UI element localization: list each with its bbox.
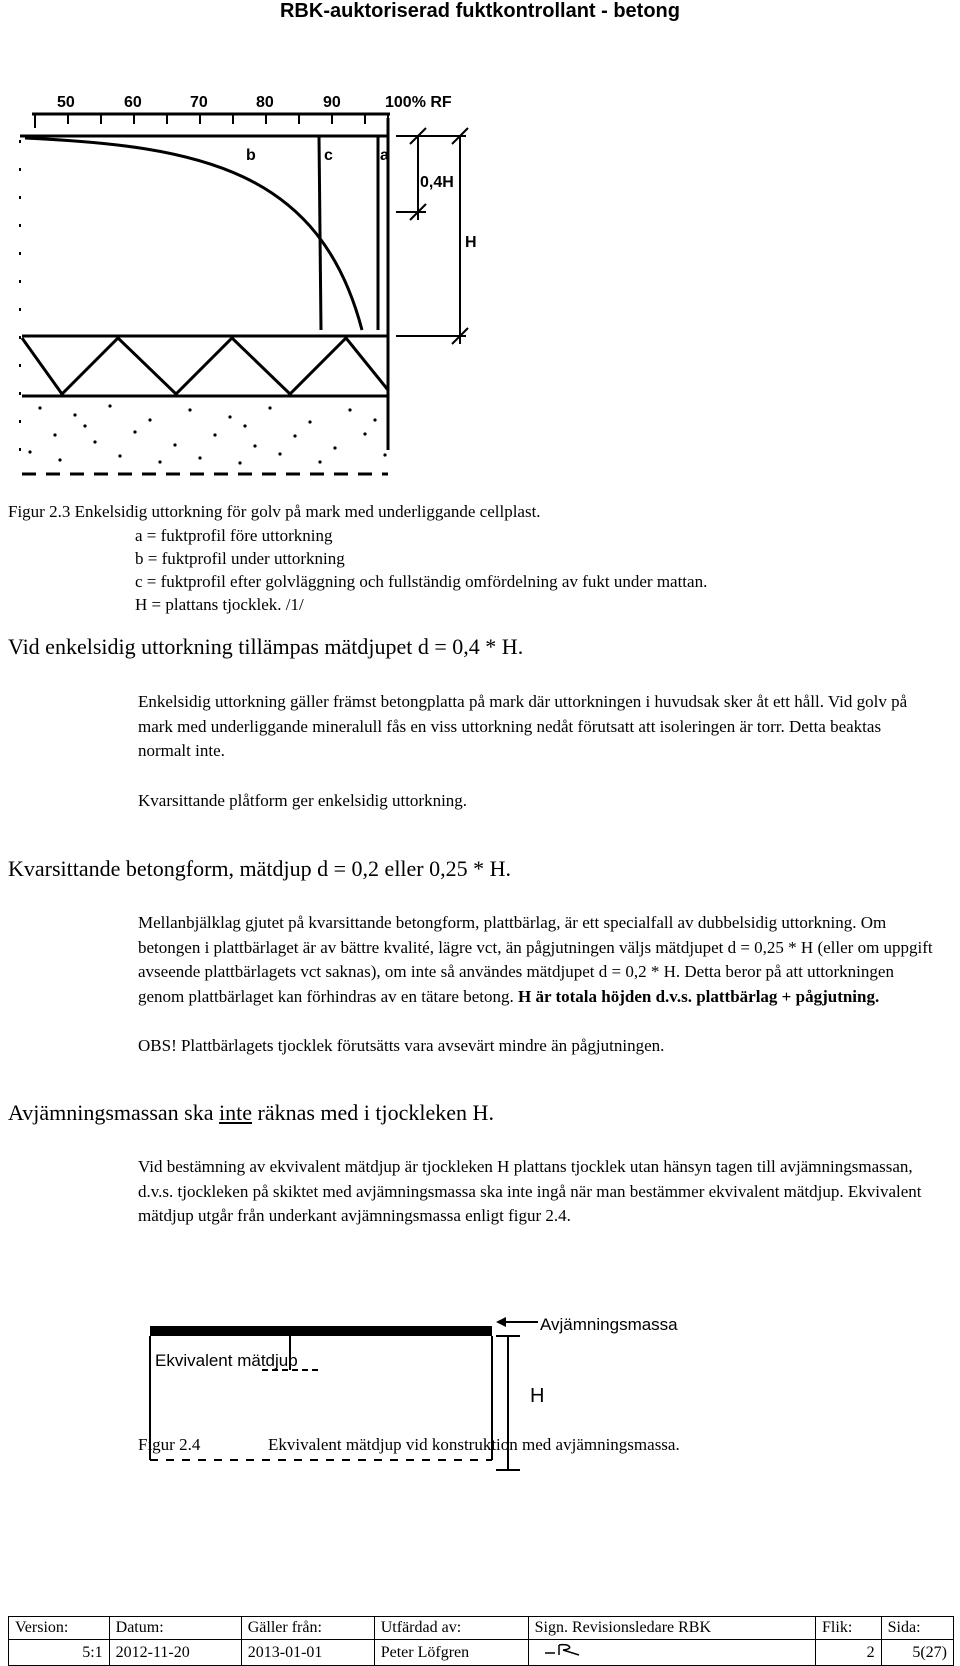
footer-value-datum: 2012-11-20: [109, 1640, 241, 1666]
moisture-profile-c: [319, 136, 321, 330]
footer-value-utfardad-av: Peter Löfgren: [374, 1640, 528, 1666]
label-h-fig24: H: [530, 1385, 545, 1407]
label-b: b: [246, 147, 256, 164]
footer-value-galler-fran: 2013-01-01: [241, 1640, 374, 1666]
leveling-layer: [150, 1326, 492, 1336]
section-text-enkelsidig: Enkelsidig uttorkning gäller främst betongplatta på mark där uttorkningen i huvudsak sker åt ett håll. Vid golv på mark med underliggande mineralull fås en viss uttorkning nedåt förutsatt att isoleringen är torr. Detta beaktas normalt inte.: [138, 692, 908, 760]
scale-ticks: [35, 114, 388, 128]
section-heading-avjamning: Avjämningsmassan ska inte räknas med i tjockleken H.: [8, 1100, 494, 1125]
section-text-kvarsittande-bold: H är totala höjden d.v.s. plattbärlag + pågjutning.: [518, 986, 880, 1006]
footer-header-datum: Datum:: [109, 1617, 241, 1640]
scale-label-50: 50: [57, 94, 75, 111]
caption-line-h: H = plattans tjocklek. /1/: [135, 595, 304, 614]
footer-header-version: Version:: [9, 1617, 110, 1640]
footer-header-flik: Flik:: [816, 1617, 882, 1640]
footer-header-sign: Sign. Revisionsledare RBK: [528, 1617, 815, 1640]
section-text-platform: Kvarsittande plåtform ger enkelsidig uttorkning.: [138, 791, 468, 810]
footer-header-galler-fran: Gäller från:: [241, 1617, 374, 1640]
label-c: c: [324, 147, 333, 164]
figure-2-3-diagram: [0, 90, 960, 490]
footer-table: [8, 1616, 954, 1666]
section-heading-enkelsidig: Vid enkelsidig uttorkning tillämpas mätdjupet d = 0,4 * H.: [8, 634, 524, 659]
figure-2-4-caption-text: Ekvivalent mätdjup vid konstruktion med avjämningsmassa.: [268, 1435, 680, 1454]
page-header-title: RBK-auktoriserad fuktkontrollant - betong: [279, 0, 680, 22]
figure-2-3-caption-title: Figur 2.3 Enkelsidig uttorkning för golv på mark med underliggande cellplast.: [8, 502, 541, 521]
footer-value-signature: [528, 1640, 815, 1666]
section-text-kvarsittande: [138, 911, 938, 1009]
figure-2-4-diagram: [0, 1300, 960, 1500]
footer-value-row: [9, 1640, 954, 1666]
caption-line-c: c = fuktprofil efter golvläggning och fullständig omfördelning av fukt under mattan.: [135, 572, 708, 591]
avj-arrow-head: [496, 1317, 506, 1327]
label-a: a: [380, 147, 389, 164]
signature-image: [535, 1641, 605, 1659]
footer-header-utfardad-av: Utfärdad av:: [374, 1617, 528, 1640]
dimension-lines: [396, 128, 468, 344]
footer-header-sida: Sida:: [881, 1617, 953, 1640]
dim-label-04h: 0,4H: [420, 174, 454, 191]
dim-label-h: H: [465, 234, 477, 251]
scale-label-80: 80: [256, 94, 274, 111]
insulation-zigzag: [22, 338, 388, 394]
scale-label-100: 100% RF: [385, 94, 452, 111]
underlined-inte: inte: [219, 1100, 253, 1125]
label-ekvivalent-matdjup: Ekvivalent mätdjup: [155, 1351, 298, 1370]
footer-value-version: 5:1: [9, 1640, 110, 1666]
gravel-dots: [28, 404, 386, 464]
caption-line-b: b = fuktprofil under uttorkning: [135, 549, 345, 568]
figure-2-4-caption-number: Figur 2.4: [138, 1435, 201, 1454]
scale-label-70: 70: [190, 94, 208, 111]
scale-label-90: 90: [323, 94, 341, 111]
section-text-obs: OBS! Plattbärlagets tjocklek förutsätts vara avsevärt mindre än pågjutningen.: [138, 1036, 665, 1055]
moisture-profile-b: [25, 138, 362, 330]
section-heading-kvarsittande: Kvarsittande betongform, mätdjup d = 0,2 eller 0,25 * H.: [8, 856, 512, 881]
footer-value-flik: 2: [816, 1640, 882, 1666]
scale-label-60: 60: [124, 94, 142, 111]
section-text-kvarsittande-body: Mellanbjälklag gjutet på kvarsittande betongform, plattbärlag, är ett specialfall av dubbelsidig uttorkning. Om betongen i plattbärlaget är av bättre kvalité, lägre vct, än pågjutningen väljs mätdjupet d = 0,25 * H (eller om uppgift avseende plattbärlagets vct saknas), om inte så användes mätdjupet d = 0,2 * H. Detta beror på att uttorkningen genom plattbärlaget kan förhindras av en tätare betong.: [138, 913, 933, 1006]
section-text-avjamning: Vid bestämning av ekvivalent mätdjup är tjockleken H plattans tjocklek utan hänsyn tagen till avjämningsmassan, d.v.s. tjockleken på skiktet med avjämningsmassa ska inte ingå när man bestämmer ekvivalent mätdjup. Ekvivalent mätdjup utgår från underkant avjämningsmassa enligt figur 2.4.: [138, 1157, 922, 1225]
footer-header-row: [9, 1617, 954, 1640]
footer-value-sida: 5(27): [881, 1640, 953, 1666]
label-avjamningsmassa: Avjämningsmassa: [540, 1315, 678, 1334]
caption-line-a: a = fuktprofil före uttorkning: [135, 526, 333, 545]
